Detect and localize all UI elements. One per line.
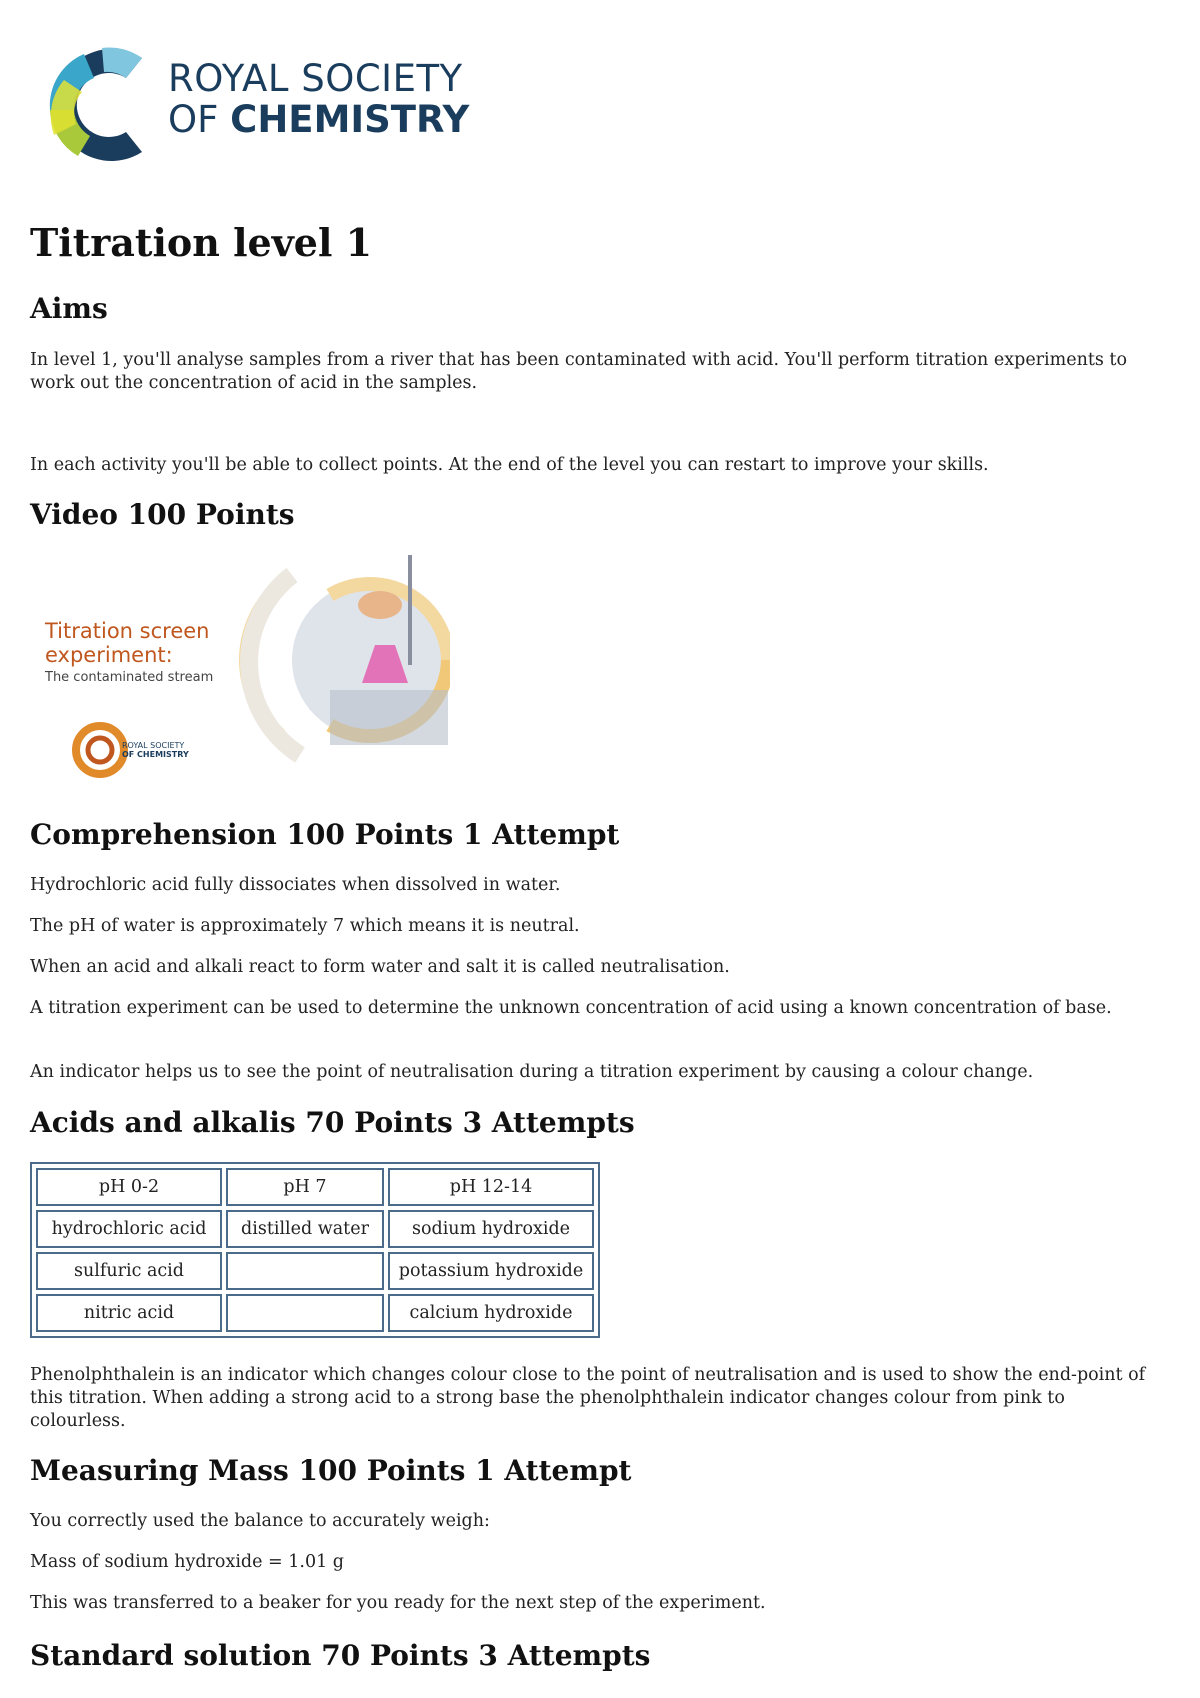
table-row (36, 1168, 594, 1206)
table-cell: distilled water (226, 1210, 384, 1248)
table-row (36, 1294, 594, 1332)
comprehension-line: A titration experiment can be used to determine the unknown concentration of acid using a known concentration of base. (30, 998, 1112, 1018)
table-cell: pH 0-2 (36, 1168, 222, 1206)
table-cell: calcium hydroxide (388, 1294, 594, 1332)
aims-para-1: In level 1, you'll analyse samples from a river that has been contaminated with acid. You'll perform titration experiments to work out the concentration of acid in the samples. (30, 350, 1128, 393)
rsc-logo (44, 40, 514, 175)
acids-alkalis-table (30, 1162, 600, 1338)
thumb-title: Titration screen experiment: (45, 619, 210, 667)
table-cell: hydrochloric acid (36, 1210, 222, 1248)
comprehension-line: When an acid and alkali react to form water and salt it is called neutralisation. (30, 957, 730, 977)
mass-heading: Measuring Mass 100 Points 1 Attempt (30, 1454, 632, 1487)
table-row (36, 1252, 594, 1290)
table-cell: potassium hydroxide (388, 1252, 594, 1290)
table-cell: sulfuric acid (36, 1252, 222, 1290)
phenolphthalein-note: Phenolphthalein is an indicator which changes colour close to the point of neutralisation and is used to show the end-point of this titration. When adding a strong acid to a strong base the phenolphthalein indicator changes colour from pink to colourless. (30, 1365, 1146, 1431)
table-cell: sodium hydroxide (388, 1210, 594, 1248)
mass-line: You correctly used the balance to accurately weigh: (30, 1511, 490, 1531)
rsc-logo-mark-icon (44, 40, 164, 170)
page-title: Titration level 1 (30, 220, 373, 265)
comprehension-heading: Comprehension 100 Points 1 Attempt (30, 818, 620, 851)
table-cell: nitric acid (36, 1294, 222, 1332)
aims-para-2: In each activity you'll be able to collect points. At the end of the level you can restart to improve your skills. (30, 455, 989, 475)
thumb-logo-line2: OF CHEMISTRY (122, 750, 189, 759)
logo-line2-prefix: OF (168, 98, 231, 141)
comprehension-line: Hydrochloric acid fully dissociates when dissolved in water. (30, 875, 561, 895)
video-thumbnail[interactable] (30, 555, 450, 790)
logo-line2-bold: CHEMISTRY (230, 98, 470, 141)
mass-line: Mass of sodium hydroxide = 1.01 g (30, 1552, 345, 1572)
table-cell: pH 7 (226, 1168, 384, 1206)
thumb-logo-line1: ROYAL SOCIETY (122, 741, 185, 750)
mass-line: This was transferred to a beaker for you ready for the next step of the experiment. (30, 1593, 766, 1613)
table-cell (226, 1294, 384, 1332)
table-row (36, 1210, 594, 1248)
logo-line1: ROYAL SOCIETY (168, 57, 463, 100)
thumb-subtitle: The contaminated stream (45, 670, 214, 685)
aims-heading: Aims (30, 292, 108, 325)
table-cell (226, 1252, 384, 1290)
acids-heading: Acids and alkalis 70 Points 3 Attempts (30, 1106, 635, 1139)
comprehension-line: An indicator helps us to see the point of neutralisation during a titration experiment by causing a colour change. (30, 1062, 1034, 1082)
table-cell: pH 12-14 (388, 1168, 594, 1206)
video-heading: Video 100 Points (30, 498, 295, 531)
comprehension-line: The pH of water is approximately 7 which means it is neutral. (30, 916, 580, 936)
standard-solution-heading: Standard solution 70 Points 3 Attempts (30, 1639, 651, 1672)
